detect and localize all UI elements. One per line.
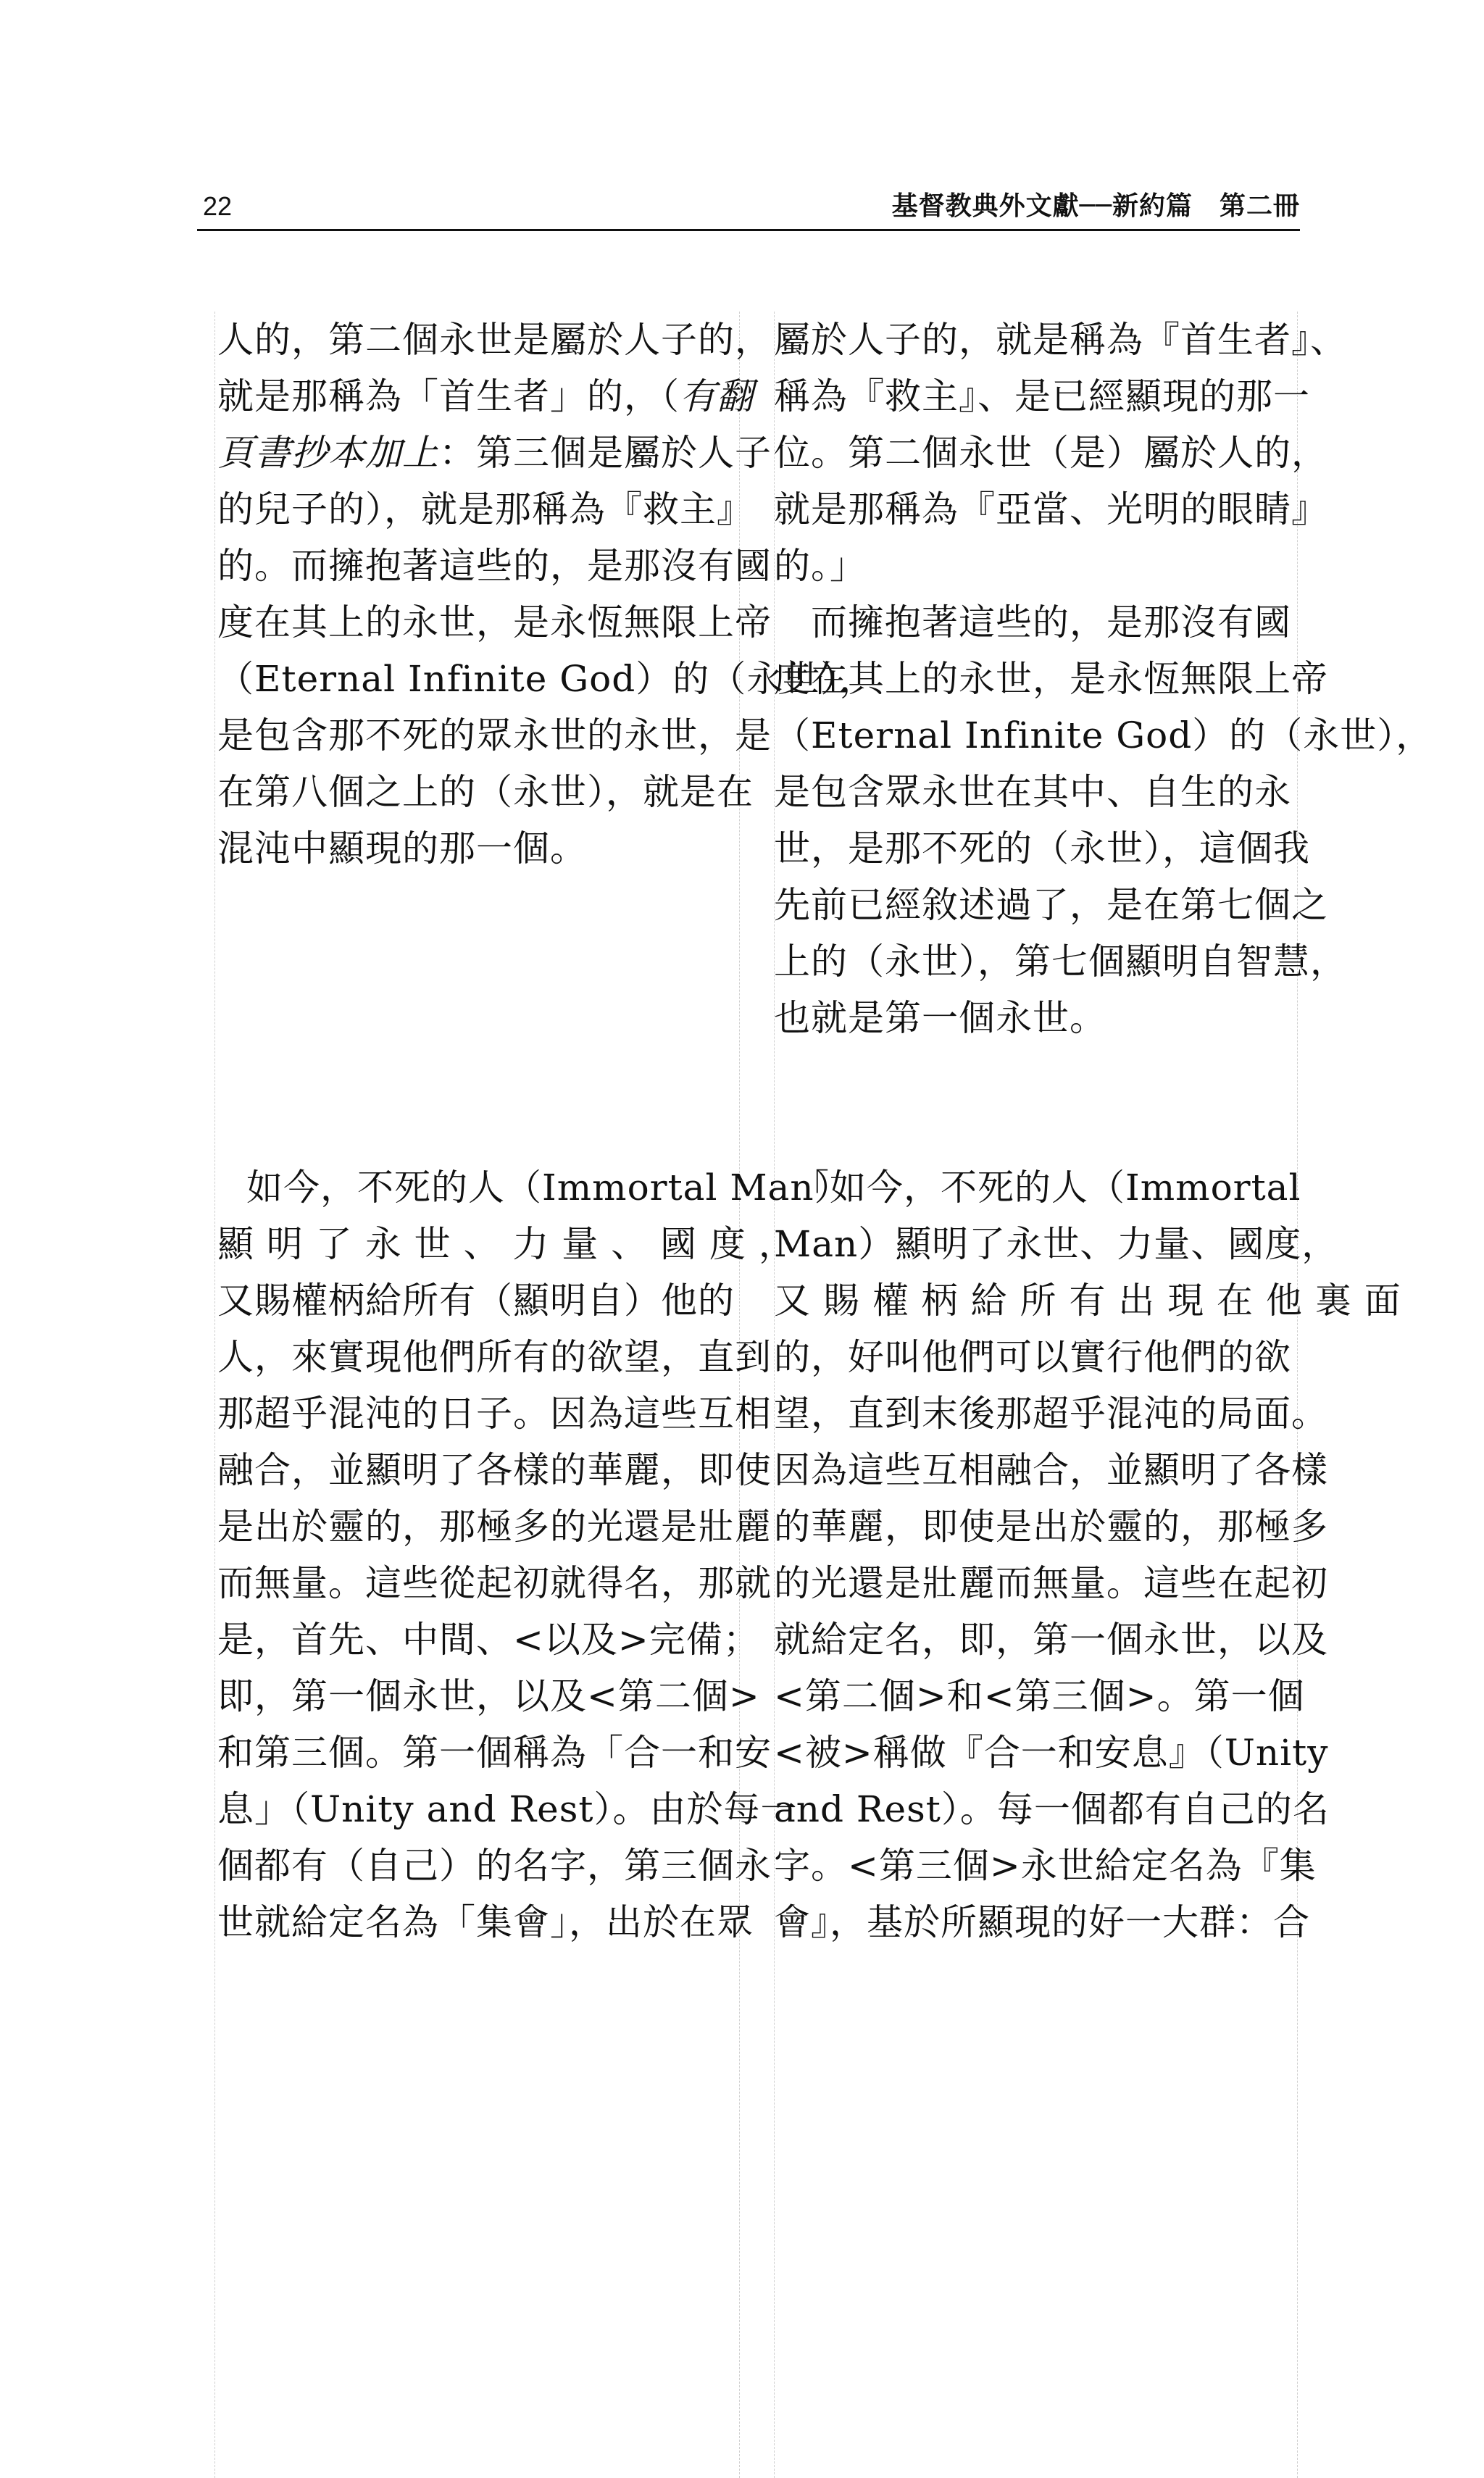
text-line: 如今，不死的人（Immortal Man）	[246, 1167, 851, 1209]
left-column	[217, 312, 877, 2478]
text-line: 的。」	[774, 545, 867, 587]
text-line: 是包含眾永世在其中、自生的永	[774, 771, 1291, 813]
text-line	[217, 425, 772, 481]
text-run: 就是那稱為「首生者」的，（	[217, 375, 680, 417]
text-run: ：第三個是屬於人子	[439, 432, 772, 474]
text-line: 望，直到末後那超乎混沌的局面。	[774, 1393, 1328, 1435]
text-line: 那超乎混沌的日子。因為這些互相	[217, 1393, 772, 1435]
text-line: 是出於靈的，那極多的光還是壯麗	[217, 1506, 772, 1548]
text-line: 顯 明 了 永 世 、 力 量 、 國 度 ，	[217, 1223, 796, 1265]
running-head: 基督教典外文獻──新約篇 第二冊	[891, 191, 1300, 221]
italic-note: 有翻	[680, 375, 754, 417]
text-line: 就給定名，即，第一個永世，以及	[774, 1619, 1328, 1661]
text-line: 的。而擁抱著這些的，是那沒有國	[217, 545, 772, 587]
text-line: 也就是第一個永世。	[774, 997, 1106, 1039]
text-line: 又 賜 權 柄 給 所 有 出 現 在 他 裏 面	[774, 1280, 1401, 1322]
text-line: 在第八個之上的（永世），就是在	[217, 771, 754, 813]
text-line: 而無量。這些從起初就得名，那就	[217, 1562, 772, 1604]
text-line: 的光還是壯麗而無量。這些在起初	[774, 1562, 1328, 1604]
text-line: 先前已經敘述過了，是在第七個之	[774, 884, 1328, 926]
text-line: 因為這些互相融合，並顯明了各樣	[774, 1449, 1328, 1491]
text-line: 屬於人子的，就是稱為『首生者』、	[774, 319, 1347, 361]
text-line: 個都有（自己）的名字，第三個永	[217, 1845, 772, 1887]
text-line: 會』，基於所顯現的好一大群：合	[774, 1901, 1310, 1943]
text-line: <第二個>和<第三個>。第一個	[774, 1675, 1305, 1717]
text-line: 人的，第二個永世是屬於人子的，	[217, 319, 772, 361]
text-line: 上的（永世），第七個顯明自智慧，	[774, 940, 1347, 983]
text-line: 混沌中顯現的那一個。	[217, 827, 587, 869]
text-line: （Eternal Infinite God）的（永世），	[774, 714, 1433, 756]
text-line: 度在其上的永世，是永恆無限上帝	[217, 601, 772, 643]
text-line: 和第三個。第一個稱為「合一和安	[217, 1732, 772, 1774]
text-line: 「如今，不死的人（Immortal	[774, 1167, 1301, 1209]
text-line: 息」（Unity and Rest）。由於每一	[217, 1788, 798, 1830]
text-line: 位。第二個永世（是）屬於人的，	[774, 432, 1328, 474]
text-line	[217, 368, 754, 425]
header-rule	[197, 229, 1300, 231]
text-line: 融合，並顯明了各樣的華麗，即使	[217, 1449, 772, 1491]
text-line: （Eternal Infinite God）的（永世），	[217, 658, 877, 700]
text-line: 而擁抱著這些的，是那沒有國	[774, 601, 1291, 643]
text-line: 又賜權柄給所有（顯明自）他的	[217, 1280, 735, 1322]
text-line: 是包含那不死的眾永世的永世，是	[217, 714, 772, 756]
text-line: 稱為『救主』、是已經顯現的那一	[774, 375, 1310, 417]
text-line: 世就給定名為「集會」，出於在眾	[217, 1901, 754, 1943]
text-line: 世，是那不死的（永世），這個我	[774, 827, 1310, 869]
column-guide	[214, 312, 215, 2478]
text-line: 人，來實現他們所有的欲望，直到	[217, 1336, 772, 1378]
text-line: 是，首先、中間、<以及>完備；	[217, 1619, 760, 1661]
text-line: 的兒子的），就是那稱為『救主』	[217, 488, 754, 530]
text-line: <被>稱做『合一和安息』（Unity	[774, 1732, 1329, 1774]
text-line: 的，好叫他們可以實行他們的欲	[774, 1336, 1291, 1378]
text-line: 的華麗，即使是出於靈的，那極多	[774, 1506, 1328, 1548]
text-line: and Rest）。每一個都有自己的名	[774, 1788, 1330, 1830]
text-line: 即，第一個永世，以及<第二個>	[217, 1675, 760, 1717]
text-line: Man）顯明了永世、力量、國度，	[774, 1223, 1339, 1265]
text-line: 就是那稱為『亞當、光明的眼睛』	[774, 488, 1328, 530]
text-line: 度在其上的永世，是永恆無限上帝	[774, 658, 1328, 700]
text-line: 字。<第三個>永世給定名為『集	[774, 1845, 1317, 1887]
italic-note: 頁書抄本加上	[217, 432, 439, 474]
right-column	[774, 312, 1433, 2478]
page-number: 22	[203, 191, 233, 221]
